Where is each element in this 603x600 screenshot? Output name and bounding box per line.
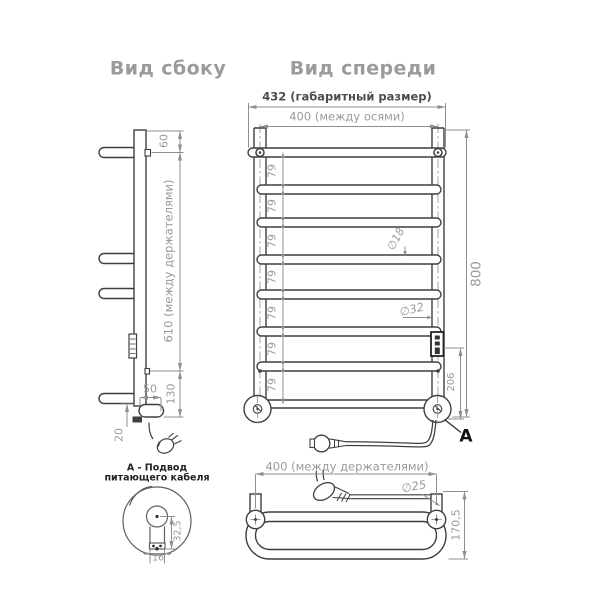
dim-detail-width: 16	[151, 552, 165, 564]
power-plug-side-icon	[155, 433, 182, 456]
bottom-tube-inner	[256, 522, 437, 550]
side-view-title: Вид сбоку	[109, 57, 227, 80]
dim-rung-spacing-2: 79	[265, 199, 279, 213]
dim-rung-spacing-7: 79	[265, 378, 279, 392]
dim-rung-spacing-1: 79	[265, 164, 279, 178]
dim-bottom-offset: 130	[164, 383, 178, 405]
dim-rung-spacing-3: 79	[265, 234, 279, 248]
dim-rung-diameter: ∅18	[384, 225, 408, 253]
detail-cable-gland	[150, 543, 166, 551]
bottom-cable	[337, 493, 431, 502]
front-view-title: Вид спереди	[289, 57, 437, 80]
detail-marker-label: A	[459, 426, 473, 447]
dim-bottom-depth: 170,5	[449, 509, 463, 541]
front-rungs	[257, 185, 441, 371]
side-collector-tube	[134, 130, 146, 406]
dim-between-axes: 400 (между осями)	[289, 109, 405, 124]
dim-cable-diameter: ∅25	[400, 477, 428, 496]
front-view-centerlines	[260, 124, 438, 423]
dim-rung-spacing-6: 79	[265, 342, 279, 356]
dim-between-holders-side: 610 (между держателями)	[161, 179, 176, 343]
side-regulator-box	[129, 334, 137, 358]
side-cable	[149, 423, 153, 440]
dim-between-holders-bottom: 400 (между держателями)	[265, 459, 429, 474]
front-bottom-rail	[266, 400, 432, 408]
dim-collector-diameter: ∅32	[398, 299, 426, 320]
dim-top-offset: 60	[157, 134, 171, 148]
side-holder-top	[99, 148, 137, 158]
front-top-rung	[248, 148, 446, 157]
side-holder-bottom	[99, 394, 137, 404]
dim-overall-width: 432 (габаритный размер)	[262, 89, 432, 104]
side-holder-mid1	[99, 254, 137, 264]
dim-regulator-offset: 206	[446, 372, 457, 392]
side-holder-mid2	[99, 289, 137, 299]
detail-a-caption-line1: А - Подвод	[126, 462, 188, 474]
detail-a-caption-line2: питающего кабеля	[104, 472, 210, 484]
dim-rung-spacing-4: 79	[265, 270, 279, 284]
dim-detail-offset: 32,5	[172, 520, 184, 542]
dim-depth-offset: 50	[143, 382, 157, 396]
dim-height: 800	[468, 261, 485, 287]
side-cable-gland	[133, 417, 143, 423]
dim-cable-offset: 20	[112, 428, 126, 442]
side-bottom-bend	[139, 405, 164, 418]
front-cable	[346, 420, 436, 447]
power-plug-front-icon	[310, 435, 346, 452]
dim-rung-spacing-5: 79	[265, 306, 279, 320]
front-regulator-box	[431, 332, 444, 356]
